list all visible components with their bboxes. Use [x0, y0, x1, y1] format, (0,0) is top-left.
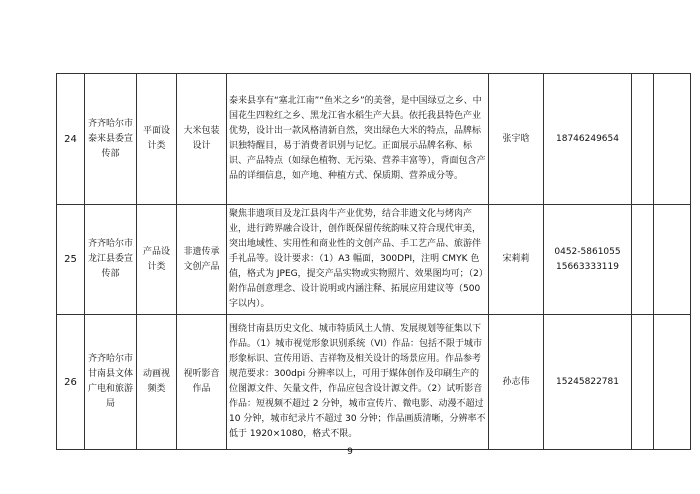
contact-phone: 18746249654: [544, 74, 632, 205]
project-name: 视听影音作品: [177, 315, 227, 450]
empty-cell: [632, 205, 654, 315]
category: 动画视频类: [137, 315, 177, 450]
contact-person: 宋莉莉: [489, 205, 544, 315]
contact-phone: 15245822781: [544, 315, 632, 450]
category: 平面设计类: [137, 74, 177, 205]
table-row: [57, 315, 691, 450]
empty-cell: [654, 205, 691, 315]
organizer-unit: 齐齐哈尔市龙江县委宣传部: [85, 205, 137, 315]
table-row: [57, 74, 691, 205]
project-description: 聚焦非遗项目及龙江县肉牛产业优势，结合非遗文化与烤肉产业，进行跨界融合设计，创作既保留传统韵味又符合现代审美，突出地域性、实用性和商业性的文创产品、手工艺产品、旅游伴手礼品等。设计要求：（1）A3 幅面，300DPI，注明 CMYK 色值，格式为 JPEG，提交产品实物或实物照片、效果图均可；（2）附作品创意理念、设计说明或内涵注释、拓展应用建议等（500 字以内）。: [227, 205, 489, 315]
organizer-unit: 齐齐哈尔市甘南县文体广电和旅游局: [85, 315, 137, 450]
empty-cell: [654, 74, 691, 205]
empty-cell: [632, 315, 654, 450]
page-number: 9: [347, 447, 353, 457]
project-name: 大米包装设计: [177, 74, 227, 205]
empty-cell: [632, 74, 654, 205]
projects-table: [56, 73, 691, 450]
row-number: 26: [57, 315, 85, 450]
contact-phone: 0452-5861055 15663333119: [544, 205, 632, 315]
contact-person: 张宇晗: [489, 74, 544, 205]
row-number: 25: [57, 205, 85, 315]
project-description: 泰来县享有“塞北江南”“鱼米之乡”的美誉，是中国绿豆之乡、中国花生四粒红之乡、黑龙江省水稻生产大县。依托我县特色产业优势，设计出一款风格清新自然，突出绿色大米的特点，品牌标识独特醒目，易于消费者识别与记忆。正面展示品牌名称、标识、产品特点（如绿色植物、无污染、营养丰富等），背面包含产品的详细信息，如产地、种植方式、保质期、营养成分等。: [227, 74, 489, 205]
project-name: 非遗传承文创产品: [177, 205, 227, 315]
row-number: 24: [57, 74, 85, 205]
empty-cell: [654, 315, 691, 450]
category: 产品设计类: [137, 205, 177, 315]
contact-person: 孙志伟: [489, 315, 544, 450]
project-description: 围绕甘南县历史文化、城市特质风土人情、发展规划等征集以下作品。（1）城市视觉形象识别系统（VI）作品：包括不限于城市形象标识、宣传用语、吉祥物及相关设计的场景应用。作品参考规范要求：300dpi 分辨率以上，可用于媒体创作及印刷生产的位图源文件、矢量文件，作品应包含设计源文件。（2）试听影音作品：短视频不超过 2 分钟，城市宣传片、微电影、动漫不超过 10 分钟，城市纪录片不超过 30 分钟；作品画质清晰，分辨率不低于 1920×1080，格式不限。: [227, 315, 489, 450]
table-row: [57, 205, 691, 315]
organizer-unit: 齐齐哈尔市泰来县委宣传部: [85, 74, 137, 205]
